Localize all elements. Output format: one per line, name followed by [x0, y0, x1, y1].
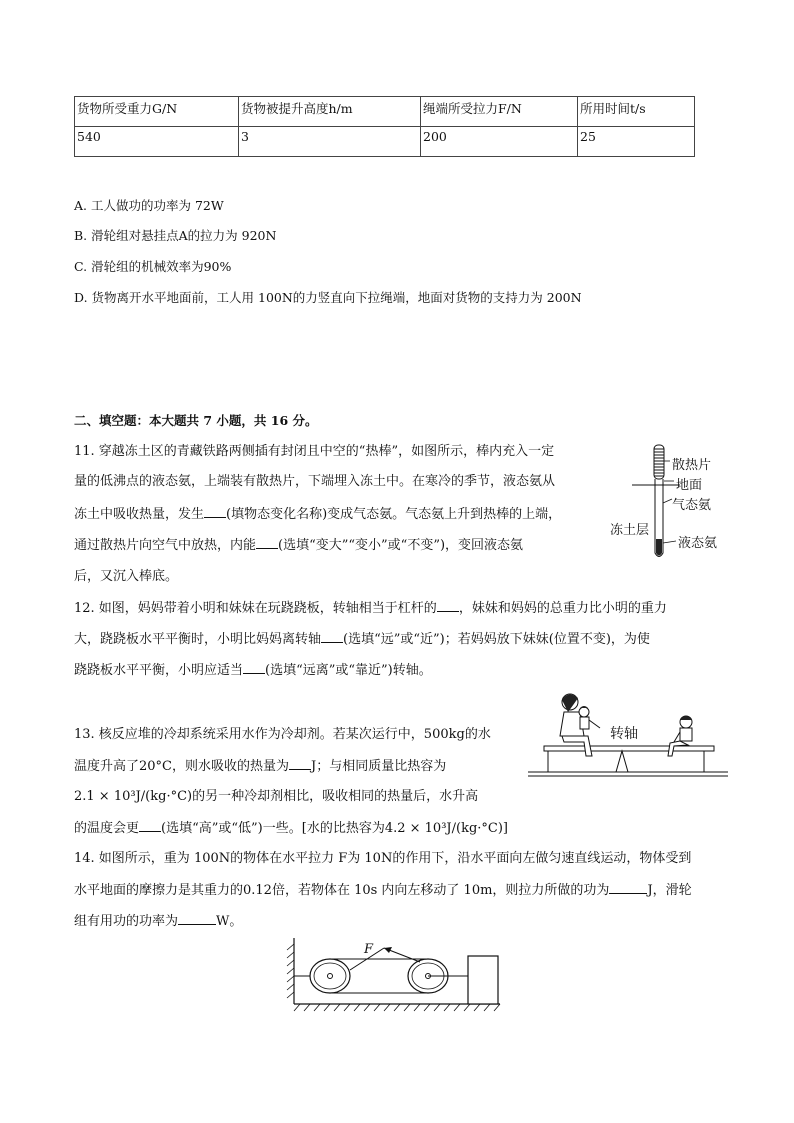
q13-text: J；与相同质量比热容为	[311, 759, 447, 774]
q13-text: 温度升高了20°C，则水吸收的热量为	[74, 759, 289, 774]
pulley-figure	[284, 936, 502, 1014]
q12-text: 大，跷跷板水平平衡时，小明比妈妈离转轴	[74, 632, 322, 647]
heat-sink-label: 散热片	[672, 458, 712, 473]
answer-blank	[321, 630, 343, 643]
data-table	[74, 96, 695, 157]
table-header-cell: 所用时间t/s	[578, 97, 695, 127]
gas-ammonia-label: 气态氨	[672, 498, 712, 513]
q13-line-2	[74, 757, 446, 776]
q12-text: (选填“远”或“近”)；若妈妈放下妹妹(位置不变)，为使	[343, 632, 650, 647]
q14-text: J，滑轮	[647, 883, 692, 898]
option-b: B. 滑轮组对悬挂点A的拉力为 920N	[74, 228, 277, 243]
q13-line-1: 13. 核反应堆的冷却系统采用水作为冷却剂。若某次运行中，500kg的水	[74, 727, 491, 742]
q12-line-2	[74, 630, 650, 649]
q11-line-1: 11. 穿越冻土区的青藏铁路两侧插有封闭且中空的“热棒”，如图所示，棒内充入一定	[74, 444, 555, 459]
table-cell: 540	[75, 127, 239, 157]
liquid-ammonia-label: 液态氨	[678, 536, 718, 551]
table-cell: 25	[578, 127, 695, 157]
answer-blank	[204, 505, 226, 518]
q14-text: 水平地面的摩擦力是其重力的0.12倍，若物体在 10s 内向左移动了 10m，则拉力所做的功为	[74, 883, 610, 898]
answer-blank	[437, 599, 459, 612]
option-d: D. 货物离开水平地面前，工人用 100N的力竖直向下拉绳端，地面对货物的支持力为 200N	[74, 290, 582, 305]
q13-text: 的温度会更	[74, 821, 140, 836]
q13-line-3: 2.1 × 10³J/(kg·°C)的另一种冷却剂相比，吸收相同的热量后，水升高	[74, 789, 479, 804]
table-row	[75, 127, 695, 157]
q11-text: (选填“变大”“变小”或“不变”)，变回液态氨	[278, 538, 524, 553]
q11-line-5: 后，又沉入棒底。	[74, 569, 179, 584]
answer-blank	[609, 881, 647, 894]
q11-text: 冻土中吸收热量，发生	[74, 507, 205, 522]
q14-text: 组有用功的功率为	[74, 914, 179, 929]
q11-line-2: 量的低沸点的液态氨，上端装有散热片，下端埋入冻土中。在寒冷的季节，液态氨从	[74, 474, 556, 489]
ground-label: 地面	[676, 478, 703, 493]
table-cell: 200	[421, 127, 578, 157]
option-a: A. 工人做功的功率为 72W	[74, 198, 224, 213]
q11-text: (填物态变化名称)变成气态氨。气态氨上升到热棒的上端，	[226, 507, 562, 522]
q14-line-2	[74, 881, 692, 900]
q11-line-4	[74, 536, 523, 555]
q14-text: W。	[216, 914, 243, 929]
q13-line-4	[74, 819, 508, 838]
table-header-cell: 绳端所受拉力F/N	[421, 97, 578, 127]
frozen-soil-label: 冻土层	[610, 523, 650, 538]
answer-blank	[178, 912, 216, 925]
pivot-label: 转轴	[610, 726, 638, 742]
q12-line-3	[74, 661, 432, 680]
table-header-row	[75, 97, 695, 127]
answer-blank	[289, 757, 311, 770]
q11-line-3	[74, 505, 561, 524]
force-label: F	[364, 942, 374, 957]
table-header-cell: 货物所受重力G/N	[75, 97, 239, 127]
option-c: C. 滑轮组的机械效率为90%	[74, 259, 232, 274]
q12-text: ，妹妹和妈妈的总重力比小明的重力	[458, 601, 667, 616]
pulley-drawing	[284, 936, 502, 1014]
answer-blank	[243, 661, 265, 674]
q14-line-3	[74, 912, 242, 931]
q14-line-1: 14. 如图所示，重为 100N的物体在水平拉力 F为 10N的作用下，沿水平面向左做匀速直线运动，物体受到	[74, 851, 692, 866]
answer-blank	[256, 536, 278, 549]
q12-text: 跷跷板水平平衡，小明应适当	[74, 663, 244, 678]
answer-blank	[139, 819, 161, 832]
q12-text: 12. 如图，妈妈带着小明和妹妹在玩跷跷板，转轴相当于杠杆的	[74, 601, 437, 616]
q13-text: (选填“高”或“低”)一些。[水的比热容为4.2 × 10³J/(kg·°C)]	[161, 821, 508, 836]
table-header-cell: 货物被提升高度h/m	[239, 97, 421, 127]
q12-text: (选填“远离”或“靠近”)转轴。	[265, 663, 432, 678]
q11-text: 通过散热片向空气中放热，内能	[74, 538, 257, 553]
table-cell: 3	[239, 127, 421, 157]
q12-line-1	[74, 599, 667, 618]
section-title: 二、填空题：本大题共 7 小题，共 16 分。	[74, 413, 318, 428]
